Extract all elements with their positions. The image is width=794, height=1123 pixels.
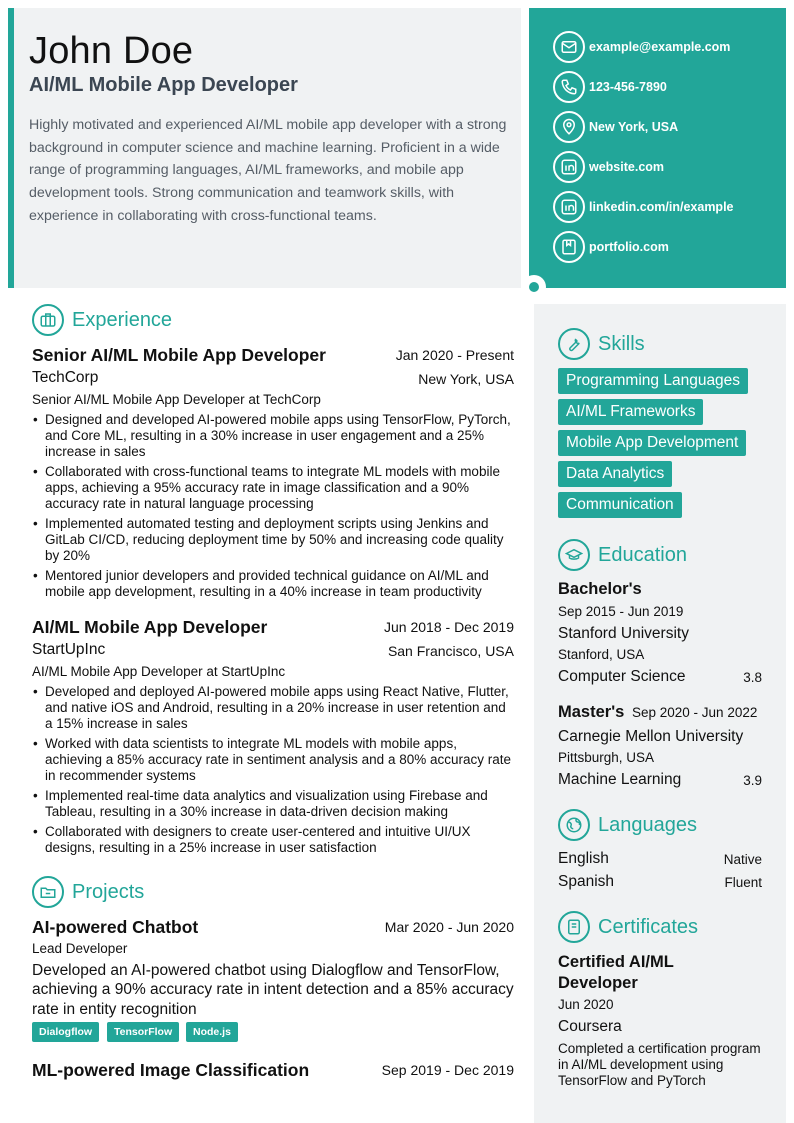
edu-dates: Sep 2015 - Jun 2019 <box>558 604 684 619</box>
experience-title: Experience <box>72 308 173 331</box>
skill-tag: Data Analytics <box>558 461 672 487</box>
list-item: • Worked with data scientists to integrate ML models with mobile apps, achieving a 85% accuracy rate in sentiment analysis and a 80% accuracy rate in recommender systems <box>32 736 516 784</box>
skills-header <box>558 328 645 360</box>
contact-location <box>553 111 678 143</box>
language-name: Spanish <box>558 873 615 890</box>
projects-header <box>32 876 144 908</box>
edu-degree: Bachelor's <box>558 580 642 598</box>
project-role: Lead Developer <box>32 941 128 956</box>
project-name: AI-powered Chatbot <box>32 917 199 937</box>
project-dates: Mar 2020 - Jun 2020 <box>384 919 514 935</box>
candidate-title: AI/ML Mobile App Developer <box>29 74 298 96</box>
job-location: New York, USA <box>418 371 514 387</box>
edu-school: Stanford University <box>558 625 689 642</box>
projects-title: Projects <box>72 880 145 903</box>
list-item: • Designed and developed AI-powered mobile apps using TensorFlow, PyTorch, and Core ML, resulting in a 30% increase in user engagement and a 25% increase in sales <box>32 412 516 460</box>
linkedin-icon <box>553 191 585 223</box>
email-text: example@example.com <box>589 40 731 54</box>
header-panel <box>8 8 521 288</box>
job-title: Senior AI/ML Mobile App Developer <box>32 345 326 365</box>
contact-website[interactable] <box>553 151 664 183</box>
skills-title: Skills <box>598 332 645 355</box>
certificate-date: Jun 2020 <box>558 997 614 1012</box>
contact-panel <box>529 8 786 288</box>
certificates-title: Certificates <box>598 915 699 938</box>
project-folder-icon <box>32 876 64 908</box>
wrench-icon <box>558 328 590 360</box>
portfolio-text: portfolio.com <box>589 240 669 254</box>
linkedin-icon <box>553 151 585 183</box>
edu-gpa: 3.9 <box>743 773 762 788</box>
project-name: ML-powered Image Classification <box>32 1060 310 1080</box>
globe-icon <box>558 809 590 841</box>
project-tag: Dialogflow <box>32 1022 99 1042</box>
mail-icon <box>553 31 585 63</box>
job-summary: AI/ML Mobile App Developer at StartUpInc <box>32 664 286 679</box>
list-item: • Mentored junior developers and provided technical guidance on AI/ML and mobile app development, resulting in a 40% increase in team productivity <box>32 568 516 600</box>
experience-header <box>32 304 172 336</box>
job-company: StartUpInc <box>32 641 106 658</box>
decor-dot <box>529 282 539 292</box>
language-level: Fluent <box>724 875 762 890</box>
location-pin-icon <box>553 111 585 143</box>
project-description: Developed an AI-powered chatbot using Dialogflow and TensorFlow, achieving a 90% accuracy rate in intent detection and a 85% accuracy rate in entity recognition <box>32 962 514 1018</box>
portfolio-icon <box>553 231 585 263</box>
job-bullets <box>32 684 516 860</box>
job-bullets <box>32 412 516 604</box>
project-tag: Node.js <box>186 1022 238 1042</box>
briefcase-icon <box>32 304 64 336</box>
list-item: • Collaborated with designers to create user-centered and intuitive UI/UX designs, resulting in a 25% increase in user satisfaction <box>32 824 516 856</box>
education-header <box>558 539 687 571</box>
languages-header <box>558 809 697 841</box>
job-company: TechCorp <box>32 369 99 386</box>
contact-phone[interactable] <box>553 71 667 103</box>
job-dates: Jun 2018 - Dec 2019 <box>384 619 514 635</box>
job-dates: Jan 2020 - Present <box>395 347 514 363</box>
website-text: website.com <box>589 160 665 174</box>
language-name: English <box>558 850 609 867</box>
linkedin-text: linkedin.com/in/example <box>589 200 734 214</box>
edu-location: Stanford, USA <box>558 647 645 662</box>
education-title: Education <box>598 543 687 566</box>
contact-portfolio[interactable] <box>553 231 669 263</box>
phone-text: 123-456-7890 <box>589 80 667 94</box>
profile-summary: Highly motivated and experienced AI/ML mobile app developer with a strong background in computer science and machine learning. Proficient in a wide range of programming languages, AI/ML frameworks, and mobile app development tools. Strong communication and teamwork skills, with experience in collaborating with cross-functional teams. <box>29 117 507 224</box>
certificate-icon <box>558 911 590 943</box>
job-location: San Francisco, USA <box>387 643 514 659</box>
project-tag: TensorFlow <box>107 1022 179 1042</box>
list-item: • Collaborated with cross-functional teams to integrate ML models with mobile apps, achieving a 95% accuracy rate in image classification and a 90% accuracy rate in natural language processing <box>32 464 516 512</box>
language-level: Native <box>723 852 762 867</box>
edu-school: Carnegie Mellon University <box>558 728 744 745</box>
certificate-description: Completed a certification program in AI/ML development using TensorFlow and PyTorch <box>558 1041 761 1088</box>
skill-tag: Mobile App Development <box>558 430 746 456</box>
languages-title: Languages <box>598 813 697 836</box>
accent-bar <box>8 8 14 288</box>
list-item: • Implemented automated testing and deployment scripts using Jenkins and GitLab CI/CD, reducing deployment time by 50% and increasing code quality by 20% <box>32 516 516 564</box>
contact-linkedin[interactable] <box>553 191 734 223</box>
certificate-issuer: Coursera <box>558 1018 622 1035</box>
contact-email[interactable] <box>553 31 730 63</box>
skill-tag: Communication <box>558 492 682 518</box>
list-item: • Developed and deployed AI-powered mobile apps using React Native, Flutter, and native iOS and Android, resulting in a 20% increase in user retention and a 15% increase in sales <box>32 684 516 732</box>
edu-degree: Master's <box>558 703 625 721</box>
phone-icon <box>553 71 585 103</box>
edu-field: Computer Science <box>558 668 686 685</box>
certificate-name: Certified AI/ML Developer <box>558 953 674 992</box>
skill-tag: AI/ML Frameworks <box>558 399 703 425</box>
edu-dates: Sep 2020 - Jun 2022 <box>632 705 758 720</box>
edu-gpa: 3.8 <box>743 670 762 685</box>
graduation-cap-icon <box>558 539 590 571</box>
certificates-header <box>558 911 698 943</box>
job-summary: Senior AI/ML Mobile App Developer at TechCorp <box>32 392 321 407</box>
location-text: New York, USA <box>589 120 679 134</box>
edu-location: Pittsburgh, USA <box>558 750 655 765</box>
project-dates: Sep 2019 - Dec 2019 <box>381 1062 514 1078</box>
skill-tag: Programming Languages <box>558 368 748 394</box>
edu-field: Machine Learning <box>558 771 682 788</box>
candidate-name: John Doe <box>29 30 194 72</box>
job-title: AI/ML Mobile App Developer <box>32 617 268 637</box>
list-item: • Implemented real-time data analytics and visualization using Firebase and Tableau, resulting in a 30% increase in data-driven decision making <box>32 788 516 820</box>
